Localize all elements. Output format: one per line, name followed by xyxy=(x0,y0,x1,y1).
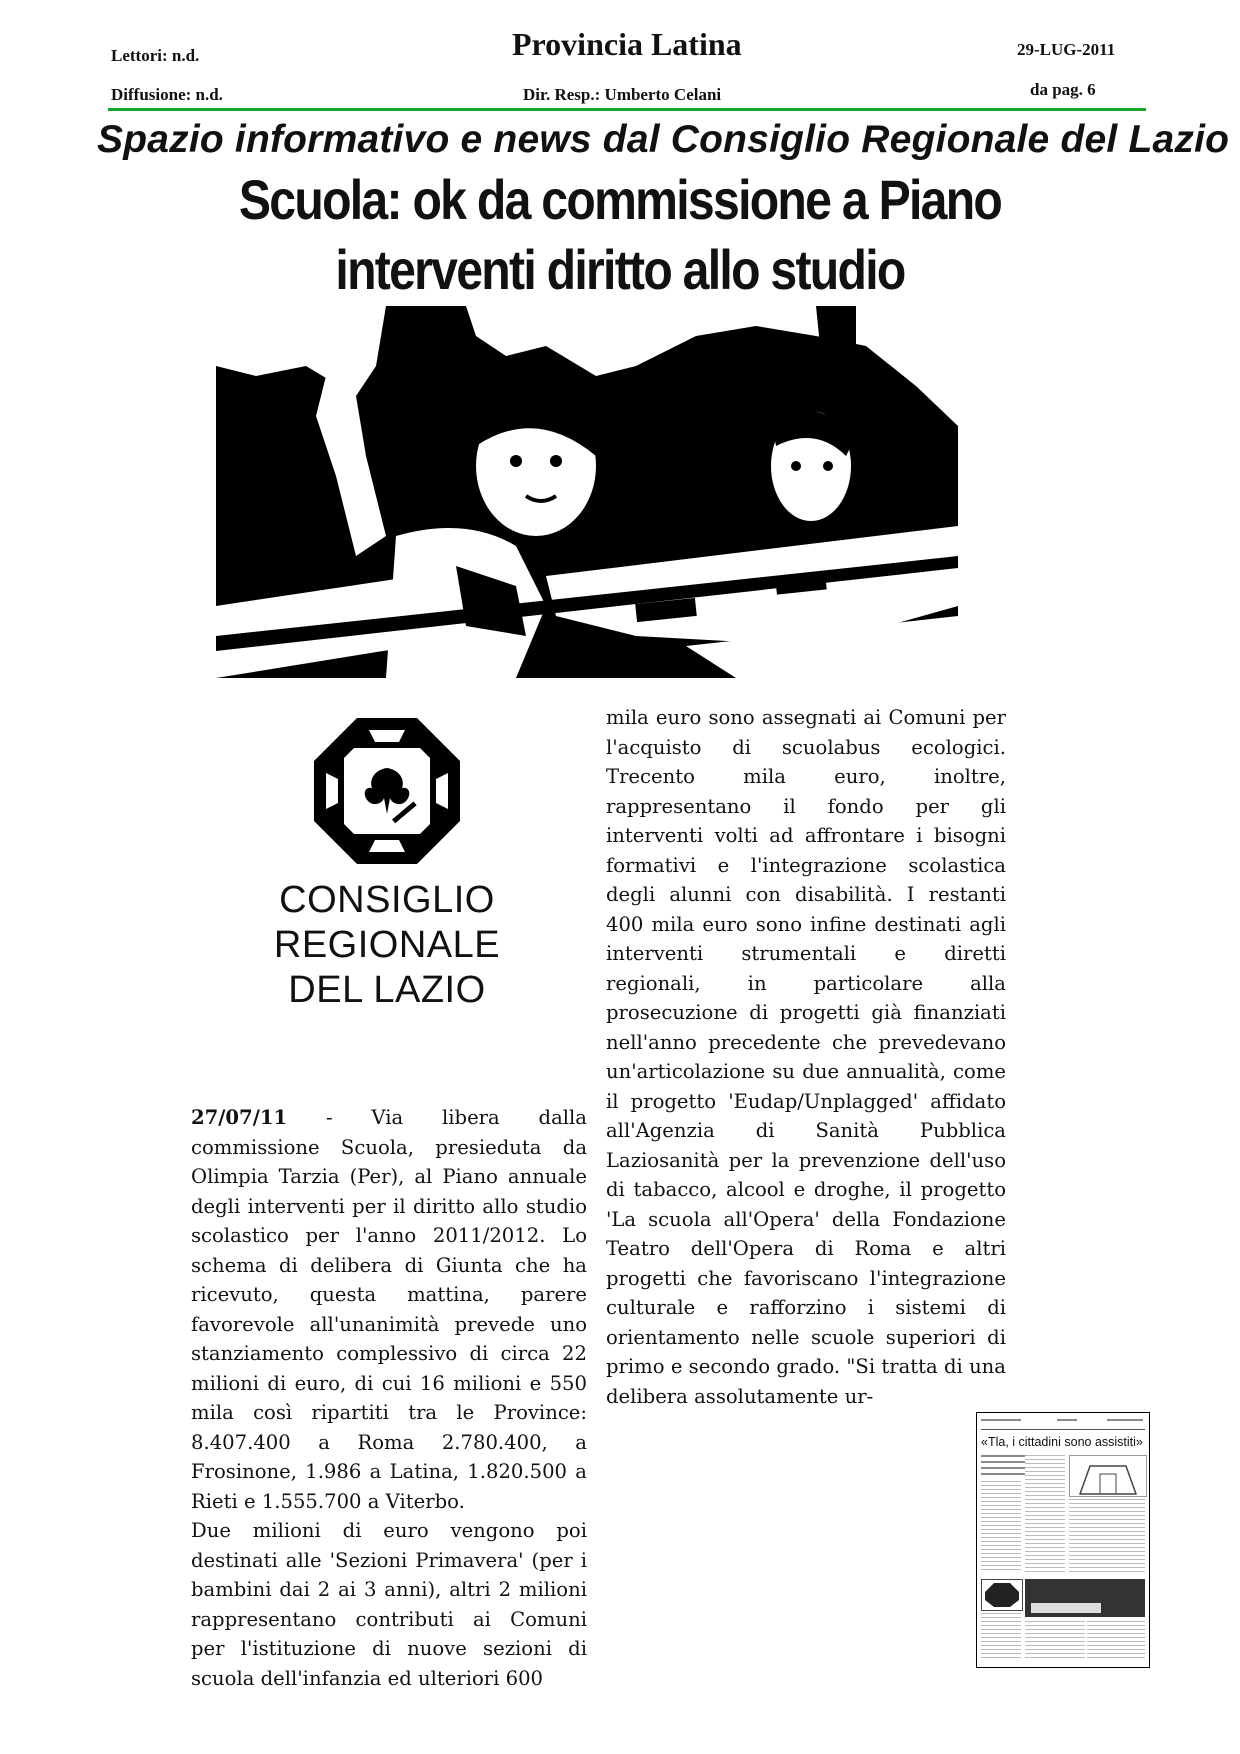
article-date: 27/07/11 xyxy=(191,1106,288,1129)
headline-line-2: interventi diritto allo studio xyxy=(335,238,905,301)
article-column-right xyxy=(606,703,1006,1411)
newspaper-name: Provincia Latina xyxy=(512,26,742,62)
article-column-left xyxy=(191,1103,587,1693)
distribution-label: Diffusione: n.d. xyxy=(111,85,223,104)
council-logo-text xyxy=(256,878,518,1013)
header-rule xyxy=(108,108,1146,111)
headline xyxy=(120,165,1120,305)
paragraph-3: mila euro sono assegnati ai Comuni per l'acquisto di scuolabus ecologici. Trecento mila euro, inoltre, rappresentano il fondo per gli interventi volti ad affrontare i bisogni formativi e l'integrazione scolastica degli alunni con disabilità. I restanti 400 mila euro sono infine destinati agli interventi strumentali e diretti regionali, in particolare alla prosecuzione di progetti già finanziati nell'anno precedente che prevedevano un'articolazione su due annualità, come il progetto 'Eudap/Unplagged' affidato all'Agenzia di Sanità Pubblica Laziosanità per la prevenzione dell'uso di tabacco, alcool e droghe, il progetto 'La scuola all'Opera' della Fondazione Teatro dell'Opera di Roma e altri progetti che favoriscano l'integrazione culturale e rafforzino i sistemi di orientamento nelle scuole superiori di primo e secondo grado. "Si tratta di una delibera assolutamente ur- xyxy=(606,706,1006,1408)
headline-line-1: Scuola: ok da commissione a Piano xyxy=(238,168,1002,231)
director-label: Dir. Resp.: Umberto Celani xyxy=(523,85,722,104)
logo-line-2: REGIONALE xyxy=(273,924,501,966)
issue-date: 29-LUG-2011 xyxy=(1017,40,1116,59)
page-label: da pag. 6 xyxy=(1030,80,1096,99)
council-emblem-icon xyxy=(314,718,460,864)
thumbnail-headline: «Tla, i cittadini sono assistiti» xyxy=(981,1435,1143,1449)
paragraph-1 xyxy=(191,1103,587,1516)
paragraph-1-text: - Via libera dalla commissione Scuola, presieduta da Olimpia Tarzia (Per), al Piano annuale degli interventi per il diritto allo studio scolastico per l'anno 2011/2012. Lo schema di delibera di Giunta che ha ricevuto, questa mattina, parere favorevole all'unanimità prevede uno stanziamento complessivo di circa 22 milioni di euro, di cui 16 milioni e 550 mila così ripartiti tra le Province: 8.407.400 a Roma 2.780.400, a Frosinone, 1.986 a Latina, 1.820.500 a Rieti e 1.555.700 a Viterbo. xyxy=(191,1106,587,1513)
logo-line-1: CONSIGLIO xyxy=(279,879,495,921)
readers-label: Lettori: n.d. xyxy=(111,46,200,65)
kicker: Spazio informativo e news dal Consiglio Regionale del Lazio xyxy=(97,118,1230,161)
logo-line-3: DEL LAZIO xyxy=(288,969,486,1011)
related-clipping-thumbnail xyxy=(976,1412,1150,1668)
classroom-photo xyxy=(216,306,958,678)
paragraph-2: Due milioni di euro vengono poi destinati alle 'Sezioni Primavera' (per i bambini dai 2 ai 3 anni), altri 2 milioni rappresentano contributi ai Comuni per l'istituzione di nuove sezioni di scuola dell'infanzia ed ulteriori 600 xyxy=(191,1519,587,1690)
